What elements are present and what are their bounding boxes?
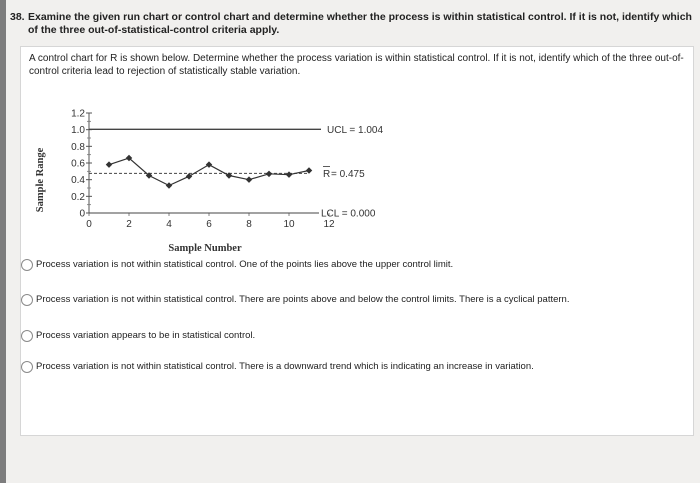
answer-option-label: Process variation appears to be in statistical control. bbox=[36, 330, 256, 341]
radio-button-2[interactable] bbox=[21, 294, 33, 306]
y-tick-label: 1.2 bbox=[71, 108, 85, 120]
answer-option-label: Process variation is not within statistical control. There are points above and below the control limits. There is a cyclical pattern. bbox=[36, 294, 570, 305]
control-chart bbox=[29, 105, 449, 255]
data-point bbox=[286, 171, 293, 178]
answer-option-1[interactable] bbox=[21, 259, 681, 273]
answer-option-label: Process variation is not within statistical control. One of the points lies above the upper control limit. bbox=[36, 259, 454, 270]
data-point bbox=[106, 161, 113, 168]
y-tick-label: 0 bbox=[79, 208, 85, 220]
answer-option-2[interactable] bbox=[21, 294, 681, 308]
center-label: = 0.475 bbox=[331, 168, 365, 180]
radio-button-4[interactable] bbox=[21, 361, 33, 373]
data-point bbox=[246, 176, 253, 183]
intro-text: A control chart for R is shown below. Determine whether the process variation is within statistical control. If it is not, identify which of the three out-of-control criteria lead to rejection of statistically stable variation. bbox=[29, 53, 684, 77]
question-number: 38. bbox=[10, 11, 25, 23]
left-edge-bar bbox=[0, 0, 6, 483]
x-tick-label: 8 bbox=[246, 219, 252, 230]
y-tick-label: 0.8 bbox=[71, 141, 85, 153]
y-tick-label: 0.4 bbox=[71, 175, 85, 187]
radio-button-3[interactable] bbox=[21, 330, 33, 342]
question-prompt: Examine the given run chart or control chart and determine whether the process is within statistical control. If it is not, identify which of the three out-of-statistical-control criteria apply. bbox=[28, 11, 692, 36]
answer-option-label: Process variation is not within statistical control. There is a downward trend which is indicating an increase in variation. bbox=[36, 361, 534, 372]
y-tick-label: 1.0 bbox=[71, 125, 85, 137]
x-tick-label: 2 bbox=[126, 219, 132, 230]
y-tick-label: 0.2 bbox=[71, 191, 85, 203]
question-card bbox=[20, 46, 694, 436]
x-tick-label: 12 bbox=[323, 219, 335, 230]
lcl-label: LCL = 0.000 bbox=[321, 208, 376, 220]
y-axis-label: Sample Range bbox=[35, 147, 46, 213]
data-point bbox=[166, 182, 173, 189]
y-tick-label: 0.6 bbox=[71, 158, 85, 170]
plot-area bbox=[71, 109, 383, 231]
data-point bbox=[186, 173, 193, 180]
answer-option-3[interactable] bbox=[21, 330, 681, 344]
data-point bbox=[266, 171, 273, 178]
ucl-label: UCL = 1.004 bbox=[327, 124, 384, 136]
answer-option-4[interactable] bbox=[21, 361, 681, 375]
x-tick-label: 0 bbox=[86, 219, 92, 230]
x-axis-label: Sample Number bbox=[168, 243, 242, 254]
x-tick-label: 10 bbox=[283, 219, 295, 230]
center-symbol: R bbox=[323, 168, 331, 180]
data-point bbox=[306, 167, 313, 174]
radio-button-1[interactable] bbox=[21, 259, 33, 271]
x-tick-label: 4 bbox=[166, 219, 172, 230]
data-point bbox=[206, 161, 213, 168]
x-tick-label: 6 bbox=[206, 219, 212, 230]
